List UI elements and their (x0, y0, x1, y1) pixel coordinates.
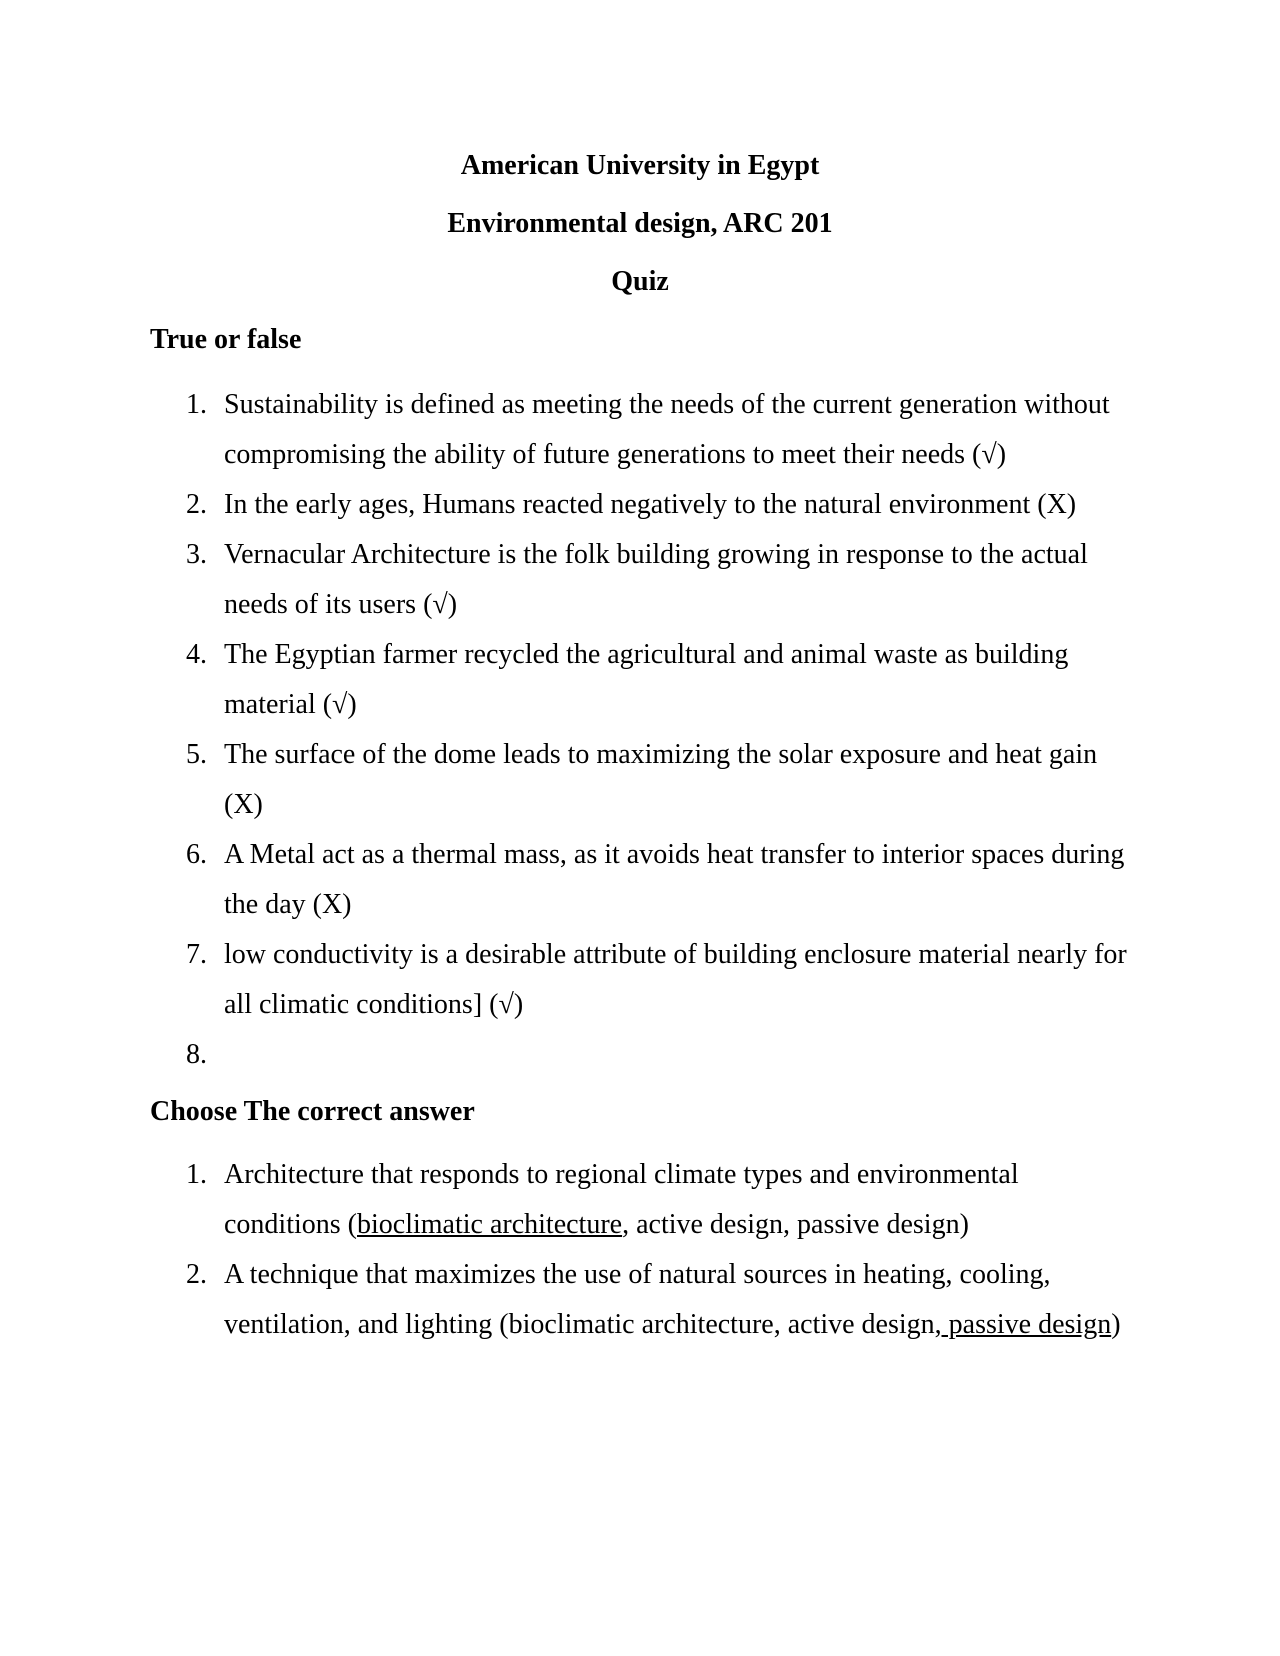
item-text: In the early ages, Humans reacted negatively to the natural environment (X) (224, 489, 1077, 520)
item-text: low conductivity is a desirable attribute of building enclosure material nearly for all climatic conditions] (√) (224, 939, 1127, 1020)
list-item (0, 480, 1280, 530)
question-text: Architecture that responds to regional climate types and environmental conditions ( (224, 1159, 1019, 1240)
list-item (0, 1150, 1280, 1250)
selected-answer: bioclimatic architecture (357, 1209, 623, 1240)
item-text: A Metal act as a thermal mass, as it avoids heat transfer to interior spaces during the day (X) (224, 839, 1125, 920)
list-item (0, 1250, 1280, 1350)
choose-list (0, 1150, 1280, 1350)
quiz-title: Quiz (611, 266, 669, 297)
item-number: 6. (186, 839, 207, 870)
list-item (0, 730, 1280, 830)
item-text: Sustainability is defined as meeting the needs of the current generation without compromising the ability of future generations to meet their needs (√) (224, 389, 1110, 470)
item-number: 2. (186, 489, 207, 520)
item-text (224, 1030, 1134, 1080)
list-item (0, 380, 1280, 480)
question-text-end: , active design, passive design) (622, 1209, 969, 1240)
item-number: 2. (186, 1259, 207, 1290)
choose-heading: Choose The correct answer (150, 1096, 475, 1127)
true-false-heading: True or false (150, 324, 302, 355)
item-text: The surface of the dome leads to maximizing the solar exposure and heat gain (X) (224, 739, 1098, 820)
course-title: Environmental design, ARC 201 (447, 208, 833, 239)
item-number: 8. (186, 1039, 207, 1070)
selected-answer: , passive design (934, 1309, 1112, 1340)
item-text (224, 1150, 1134, 1250)
item-text (224, 1250, 1134, 1350)
item-number: 3. (186, 539, 207, 570)
list-item (0, 1030, 1280, 1080)
item-text: The Egyptian farmer recycled the agricultural and animal waste as building material (√) (224, 639, 1069, 720)
item-number: 1. (186, 389, 207, 420)
question-text-end: ) (1111, 1309, 1121, 1340)
list-item (0, 930, 1280, 1030)
item-number: 7. (186, 939, 207, 970)
list-item (0, 530, 1280, 630)
question-text: A technique that maximizes the use of natural sources in heating, cooling, ventilation, and lighting (bioclimatic architecture, active design (224, 1259, 1051, 1340)
item-number: 4. (186, 639, 207, 670)
university-title: American University in Egypt (460, 150, 820, 181)
item-number: 5. (186, 739, 207, 770)
list-item (0, 630, 1280, 730)
list-item (0, 830, 1280, 930)
item-text: Vernacular Architecture is the folk building growing in response to the actual needs of its users (√) (224, 539, 1088, 620)
true-false-list (0, 380, 1280, 1080)
item-number: 1. (186, 1159, 207, 1190)
